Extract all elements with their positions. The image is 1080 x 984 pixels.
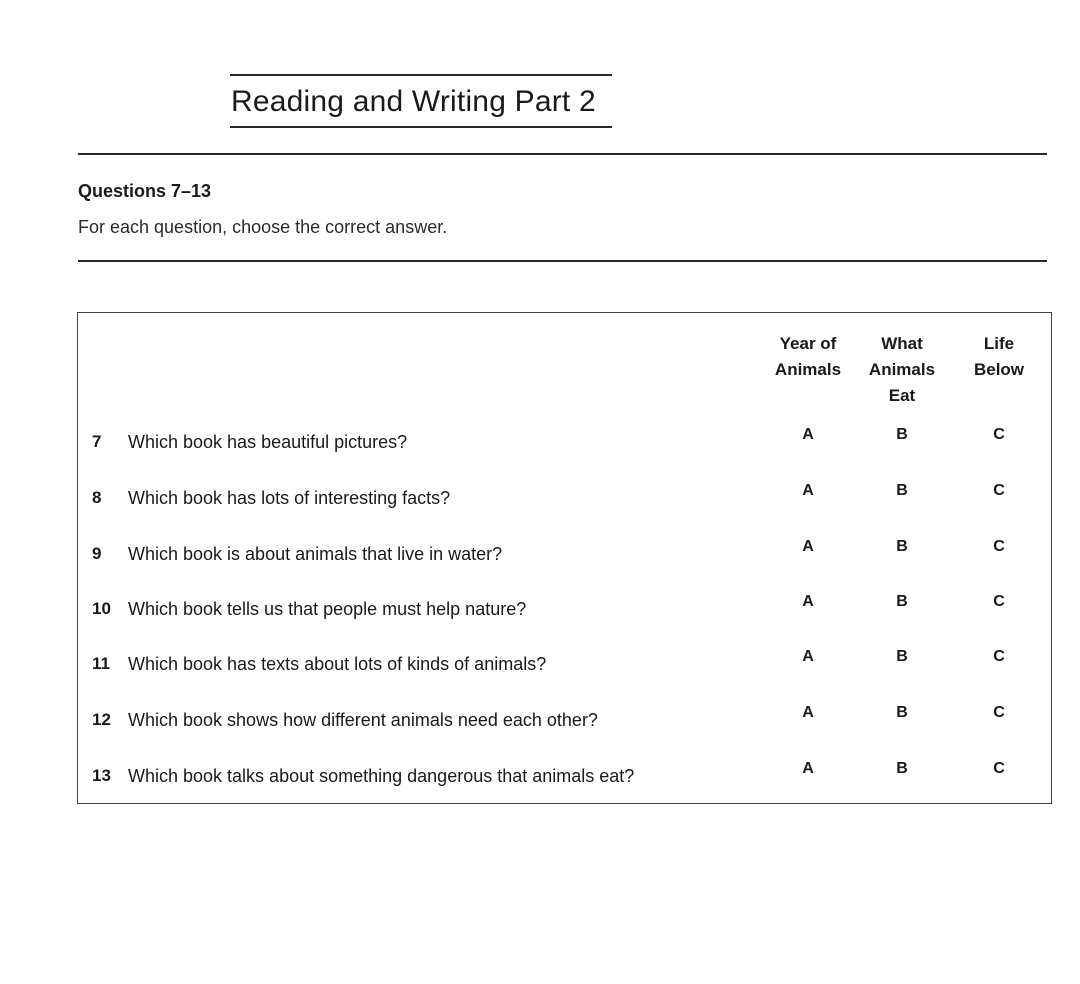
bottom-divider — [78, 260, 1047, 262]
question-number: 8 — [92, 488, 102, 507]
option-c[interactable]: C — [993, 593, 1005, 610]
question-text: Which book shows how different animals need each other? — [128, 710, 598, 730]
option-b[interactable]: B — [896, 760, 908, 777]
option-a[interactable]: A — [802, 593, 814, 610]
option-a[interactable]: A — [802, 704, 814, 721]
question-number: 7 — [92, 432, 102, 451]
option-b[interactable]: B — [896, 538, 908, 555]
option-b[interactable]: B — [896, 648, 908, 665]
column-header-life-below: Life Below — [973, 334, 1025, 379]
question-number: 10 — [92, 599, 111, 618]
question-text: Which book is about animals that live in water? — [128, 544, 503, 564]
top-divider — [78, 153, 1047, 155]
title-frame — [230, 74, 612, 128]
question-text: Which book has lots of interesting facts? — [128, 488, 451, 508]
question-row-11 — [78, 648, 1050, 682]
questions-heading: Questions 7–13 — [78, 181, 212, 201]
option-c[interactable]: C — [993, 538, 1005, 555]
option-a[interactable]: A — [802, 538, 814, 555]
column-header-what-animals-eat: What Animals Eat — [868, 334, 936, 405]
instruction-text: For each question, choose the correct answer. — [78, 217, 448, 237]
question-number: 11 — [92, 654, 110, 673]
option-a[interactable]: A — [802, 648, 814, 665]
option-c[interactable]: C — [993, 648, 1005, 665]
page-title: Reading and Writing Part 2 — [231, 85, 596, 118]
question-text: Which book talks about something dangerous that animals eat? — [128, 766, 635, 786]
question-text: Which book tells us that people must help nature? — [128, 599, 527, 619]
option-c[interactable]: C — [993, 482, 1005, 499]
question-row-13 — [78, 760, 1050, 794]
column-header-year-of-animals: Year of Animals — [774, 334, 842, 379]
option-a[interactable]: A — [802, 760, 814, 777]
option-c[interactable]: C — [993, 704, 1005, 721]
question-row-9 — [78, 538, 1050, 572]
question-number: 12 — [92, 710, 111, 729]
question-text: Which book has beautiful pictures? — [128, 432, 408, 452]
question-table — [77, 312, 1052, 804]
question-row-10 — [78, 593, 1050, 627]
option-b[interactable]: B — [896, 426, 908, 443]
option-a[interactable]: A — [802, 426, 814, 443]
question-row-7 — [78, 426, 1050, 460]
option-b[interactable]: B — [896, 704, 908, 721]
question-row-8 — [78, 482, 1050, 516]
option-c[interactable]: C — [993, 426, 1005, 443]
question-number: 13 — [92, 766, 111, 785]
question-number: 9 — [92, 544, 102, 563]
question-text: Which book has texts about lots of kinds of animals? — [128, 654, 547, 674]
option-a[interactable]: A — [802, 482, 814, 499]
option-b[interactable]: B — [896, 482, 908, 499]
option-b[interactable]: B — [896, 593, 908, 610]
question-row-12 — [78, 704, 1050, 738]
option-c[interactable]: C — [993, 760, 1005, 777]
